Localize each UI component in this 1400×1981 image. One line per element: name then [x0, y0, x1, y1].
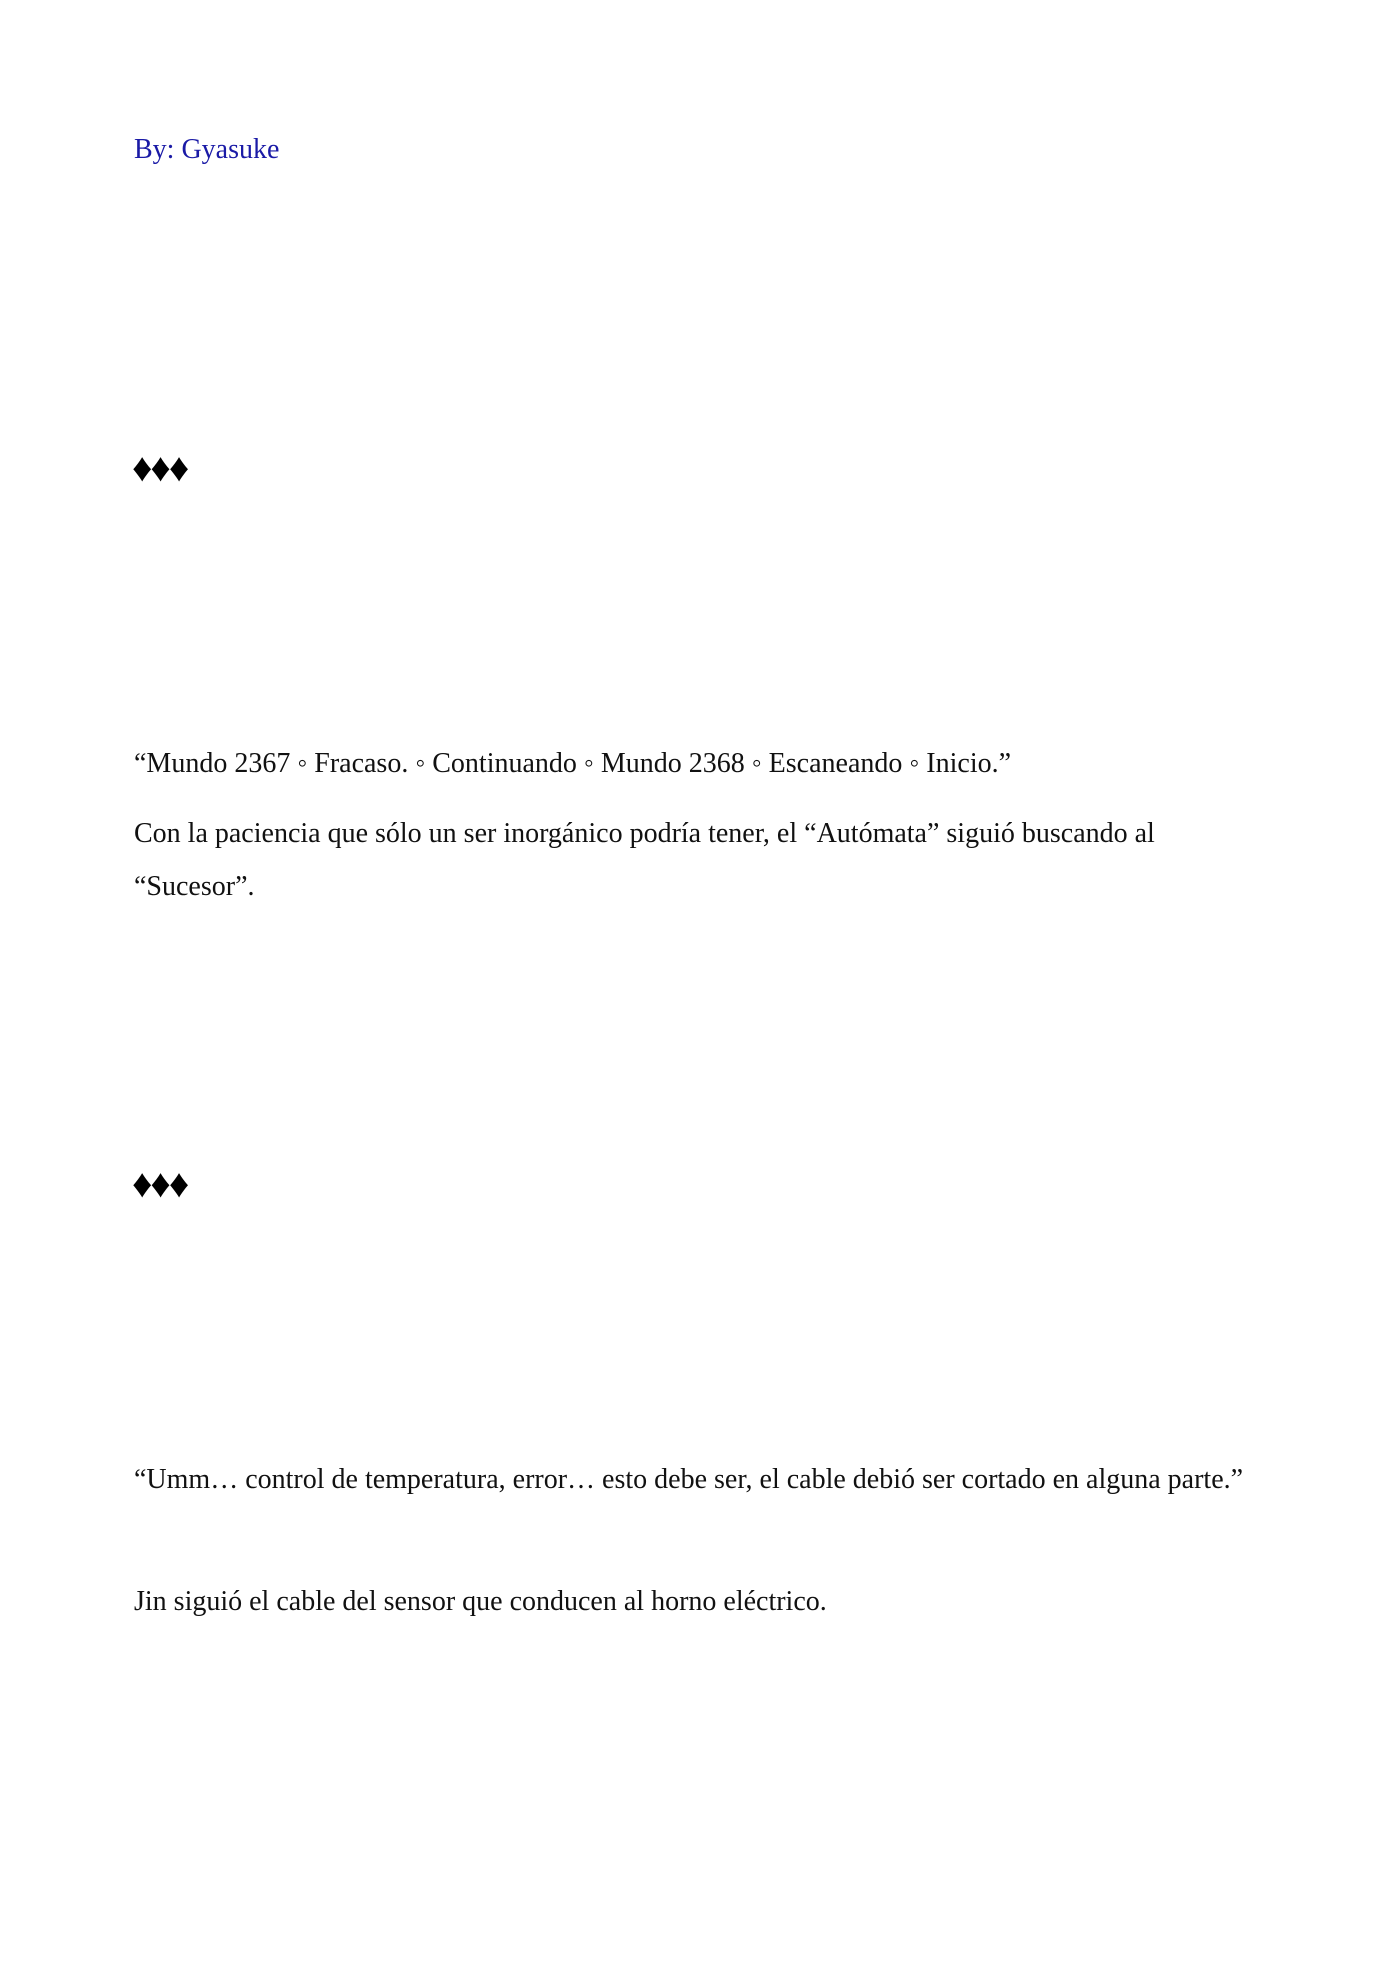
- section-separator: ♦♦♦: [132, 1161, 188, 1206]
- author-credit: By: Gyasuke: [134, 134, 280, 165]
- paragraph: “Mundo 2367 ◦ Fracaso. ◦ Continuando ◦ Mundo 2368 ◦ Escaneando ◦ Inicio.”: [134, 748, 1012, 779]
- paragraph: Con la paciencia que sólo un ser inorgánico podría tener, el “Autómata” siguió buscando al “Sucesor”.: [134, 818, 1155, 902]
- section-separator: ♦♦♦: [132, 445, 188, 490]
- paragraph: Jin siguió el cable del sensor que conducen al horno eléctrico.: [134, 1586, 827, 1617]
- paragraph: “Umm… control de temperatura, error… esto debe ser, el cable debió ser cortado en alguna parte.”: [134, 1464, 1244, 1495]
